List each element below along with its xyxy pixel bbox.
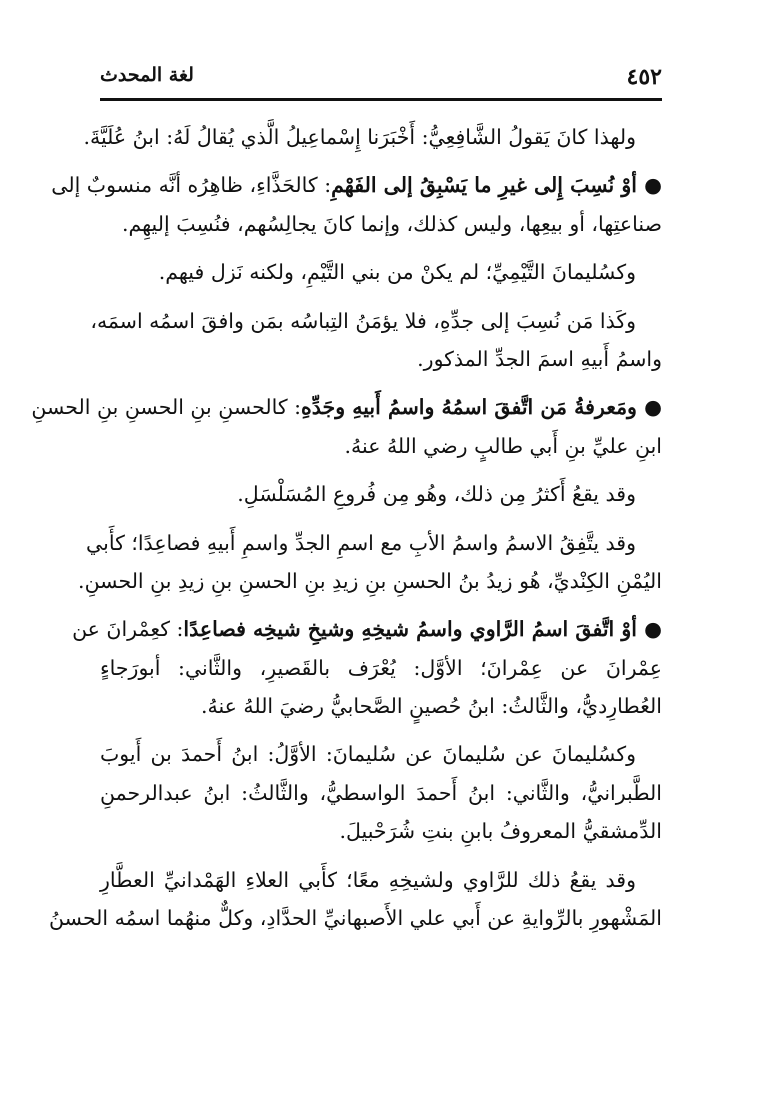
paragraph: [31, 388, 662, 465]
page-header: [100, 58, 662, 101]
text-line: [100, 475, 662, 513]
text-line: [100, 649, 662, 687]
paragraph-gap: [100, 243, 662, 253]
text-line: [72, 610, 662, 648]
paragraph: [49, 861, 662, 938]
paragraph-gap: [100, 465, 662, 475]
bold-heading-text: ●: [636, 395, 662, 420]
bold-heading-text: أوْ نُسِبَ إِلى غيرِ ما يَسْبِقُ إلى الفَهْمِ: [331, 173, 637, 198]
text-line: [90, 302, 662, 340]
line-text: وكسُليمانَ عن سُليمانَ عن سُليمانَ: الأوَّلُ: ابنُ أَحمدَ بن أَيوبَ: [100, 742, 636, 767]
text-line: [100, 774, 662, 812]
paragraph: [100, 735, 662, 850]
paragraph: [100, 253, 662, 291]
bold-heading-text: ومَعرفةُ مَن اتَّفقَ اسمُهُ واسمُ أَبيهِ وجَدِّهِ: [301, 395, 637, 420]
paragraph-gap: [100, 378, 662, 388]
text-line: [100, 861, 662, 899]
paragraph-gap: [100, 600, 662, 610]
paragraph-gap: [100, 514, 662, 524]
text-line: [100, 340, 662, 378]
paragraph: [72, 610, 662, 725]
line-text: وكَذا مَن نُسِبَ إلى جدِّهِ، فلا يؤمَنُ التِباسُه بمَن وافقَ اسمُه اسمَه،: [90, 308, 636, 333]
text-line: [86, 524, 662, 562]
paragraph-gap: [100, 292, 662, 302]
line-text: : كالحسنِ بنِ الحسنِ بنِ الحسنِ: [31, 395, 302, 420]
line-text: وقد يقعُ ذلك للرَّاوي ولشيخِهِ معًا؛ كأَبي العلاءِ الهَمْدانيِّ العطَّارِ: [100, 867, 636, 892]
text-line: [51, 166, 662, 204]
paragraph-gap: [100, 851, 662, 861]
page-number: ٤٥٢: [626, 64, 662, 90]
paragraph-gap: [100, 725, 662, 735]
paragraph: [83, 118, 662, 156]
text-line: [100, 427, 662, 465]
line-text: اليُمْنِ الكِنْديِّ، هُو زيدُ بنُ الحسنِ بنِ زيدِ بنِ الحسنِ بنِ زيدِ بنِ الحسنِ.: [78, 568, 662, 593]
line-text: الطَّبرانيُّ، والثَّاني: ابنُ أَحمدَ الواسطيُّ، والثَّالثُ: ابنُ عبدالرحمنِ: [100, 780, 662, 805]
body-text: [31, 118, 662, 937]
paragraph: [51, 166, 662, 243]
paragraph: [90, 302, 662, 379]
line-text: وكسُليمانَ التَّيْمِيِّ؛ لم يكنْ من بني التَّيْمِ، ولكنه نَزل فيهم.: [158, 260, 636, 285]
line-text: : كالحَذَّاءِ، ظاهِرُه أنَّه منسوبٌ إلى: [51, 173, 332, 198]
line-text: العُطارِديُّ، والثَّالثُ: ابنُ حُصينٍ الصَّحابيُّ رضيَ اللهُ عنهُ.: [200, 694, 662, 719]
paragraph: [78, 524, 662, 601]
text-line: [31, 388, 662, 426]
line-text: الدِّمشقيُّ المعروفُ بابنِ بنتِ شُرَحْبيلَ.: [339, 819, 662, 844]
text-line: [100, 735, 662, 773]
line-text: عِمْرانَ عن عِمْرانَ؛ الأوَّل: يُعْرَف بالقَصيرِ، والثَّاني: أبورَجاءٍ: [100, 655, 662, 680]
running-title: لغة المحدث: [100, 64, 194, 86]
text-line: [83, 118, 662, 156]
text-line: [100, 253, 662, 291]
line-text: واسمُ أَبيهِ اسمَ الجدِّ المذكور.: [417, 346, 662, 371]
bold-heading-text: أوْ اتَّفقَ اسمُ الرَّاوي واسمُ شيخِهِ وشيخِ شيخِه فصاعِدًا: [183, 617, 637, 642]
line-text: وقد يقعُ أَكثرُ مِن ذلك، وهُو مِن فُروعِ المُسَلْسَلِ.: [237, 482, 636, 507]
text-line: [100, 205, 662, 243]
paragraph-gap: [100, 156, 662, 166]
text-line: [49, 899, 662, 937]
line-text: وقد يتَّفِقُ الاسمُ واسمُ الأبِ مع اسمِ الجدِّ واسمِ أَبيهِ فصاعِدًا؛ كأَبي: [86, 530, 636, 555]
line-text: المَشْهورِ بالرِّوايةِ عن أَبي علي الأَصبهانيِّ الحدَّادِ، وكلٌّ منهُما اسمُه الحسنُ: [49, 906, 662, 931]
line-text: ولهذا كانَ يَقولُ الشَّافِعِيُّ: أَخْبَرَنا إِسْماعِيلُ الَّذي يُقالُ لَهُ: ابنُ عُلَيَّةَ.: [83, 125, 636, 149]
text-line: [100, 812, 662, 850]
paragraph: [100, 475, 662, 513]
line-text: : كعِمْرانَ عن: [72, 617, 184, 642]
line-text: صناعتِها، أو بيعِها، وليس كذلك، وإنما كانَ يجالِسُهم، فنُسِبَ إليهِم.: [121, 211, 662, 236]
text-line: [100, 687, 662, 725]
line-text: ابنِ عليِّ بنِ أَبي طالبٍ رضي اللهُ عنهُ.: [344, 433, 662, 458]
bold-heading-text: ●: [636, 617, 662, 642]
text-line: [78, 562, 662, 600]
bold-heading-text: ●: [636, 173, 662, 198]
